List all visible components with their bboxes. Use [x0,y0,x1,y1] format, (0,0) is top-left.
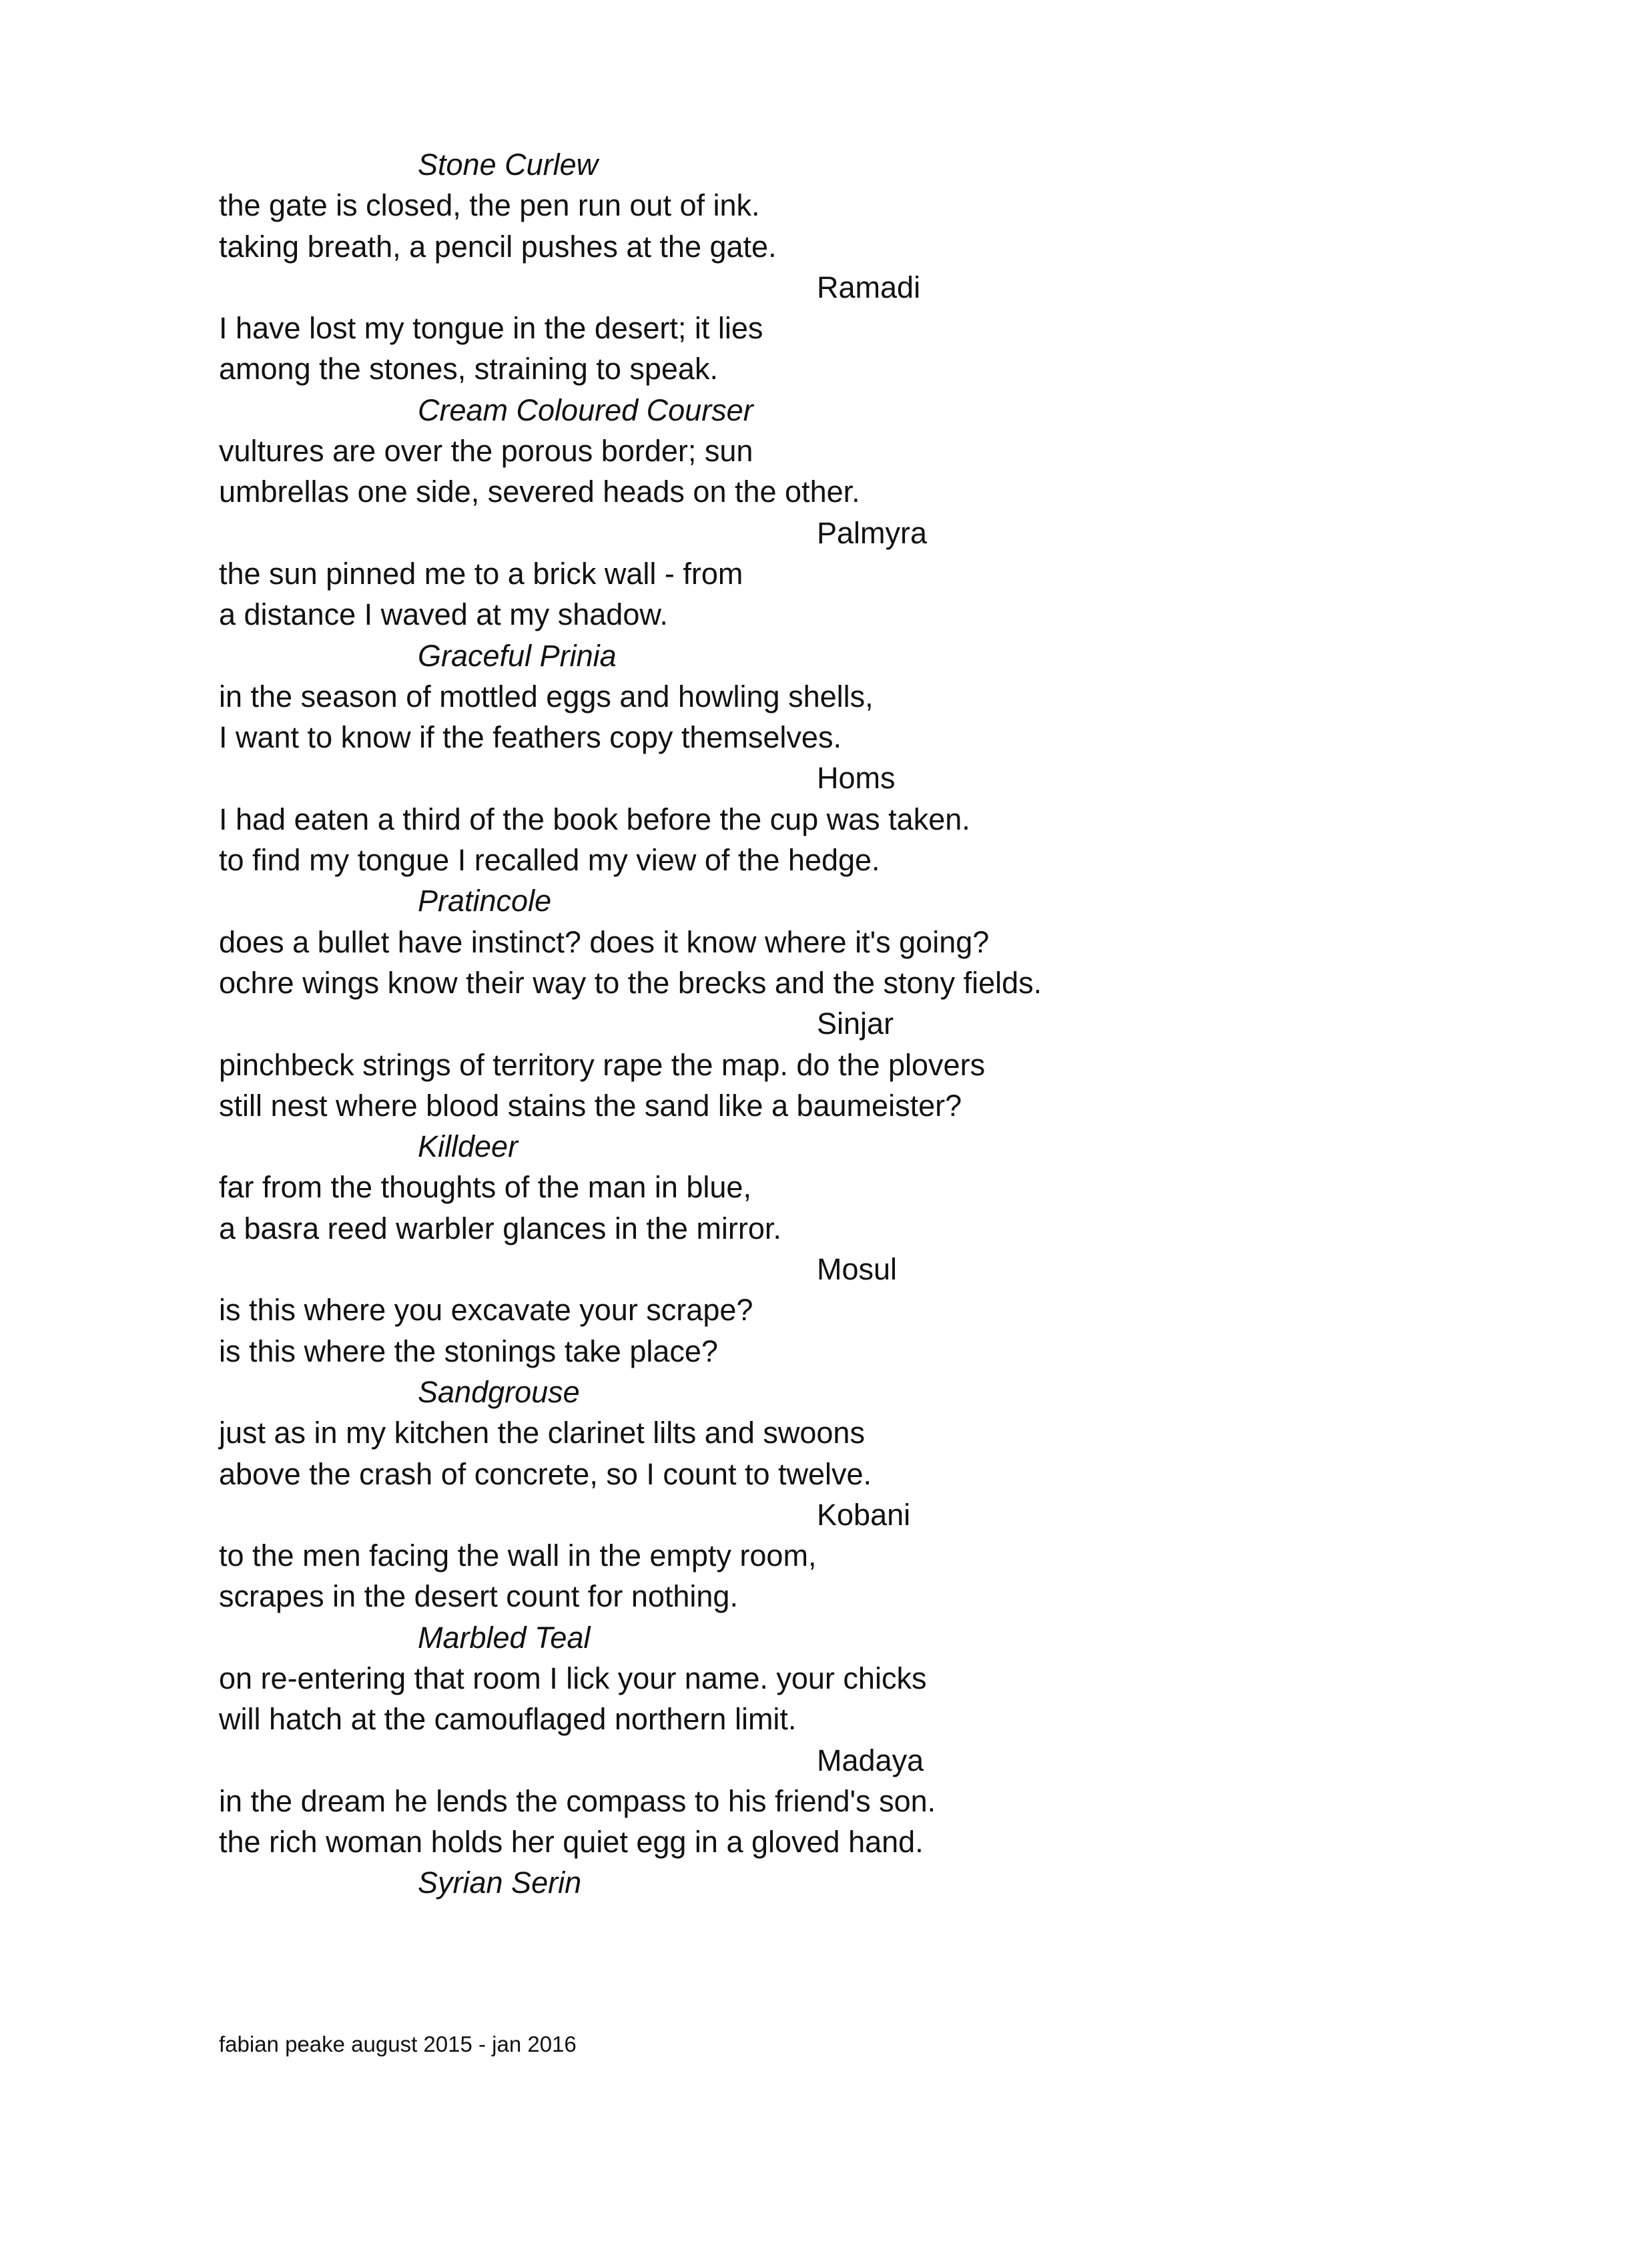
verse-line: a distance I waved at my shadow. [219,597,668,632]
verse-line: umbrellas one side, severed heads on the other. [219,475,860,509]
verse-line: taking breath, a pencil pushes at the gate. [219,229,777,264]
bird-name-heading: Pratincole [418,884,552,918]
place-name-heading: Ramadi [817,270,921,304]
bird-name-heading: Graceful Prinia [418,638,617,673]
bird-name-heading: Cream Coloured Courser [418,392,753,427]
bird-name-heading: Syrian Serin [418,1866,582,1900]
verse-line: does a bullet have instinct? does it know where it's going? [219,924,990,959]
verse-line: on re-entering that room I lick your name. your chicks [219,1661,927,1695]
verse-line: pinchbeck strings of territory rape the map. do the plovers [219,1047,986,1082]
verse-line: I have lost my tongue in the desert; it lies [219,311,763,346]
verse-line: the rich woman holds her quiet egg in a gloved hand. [219,1825,924,1860]
verse-line: is this where the stonings take place? [219,1334,718,1368]
verse-line: to find my tongue I recalled my view of the hedge. [219,843,880,878]
verse-line: I want to know if the feathers copy themselves. [219,720,842,755]
place-name-heading: Madaya [817,1743,924,1777]
verse-line: vultures are over the porous border; sun [219,434,753,469]
verse-line: to the men facing the wall in the empty room, [219,1538,817,1573]
verse-line: among the stones, straining to speak. [219,352,718,386]
verse-line: in the dream he lends the compass to his friend's son. [219,1783,936,1818]
verse-line: still nest where blood stains the sand like a baumeister? [219,1088,962,1123]
bird-name-heading: Stone Curlew [418,148,599,182]
verse-line: the sun pinned me to a brick wall - from [219,556,743,591]
verse-line: above the crash of concrete, so I count to twelve. [219,1456,872,1491]
verse-line: a basra reed warbler glances in the mirror. [219,1211,781,1245]
place-name-heading: Homs [817,761,896,796]
verse-line: just as in my kitchen the clarinet lilts and swoons [219,1416,865,1450]
place-name-heading: Kobani [817,1497,911,1532]
bird-name-heading: Marbled Teal [418,1620,591,1655]
place-name-heading: Sinjar [817,1007,894,1041]
bird-name-heading: Killdeer [418,1129,519,1164]
verse-line: ochre wings know their way to the brecks and the stony fields. [219,965,1042,1000]
poem-body [219,144,1487,1904]
place-name-heading: Mosul [817,1252,898,1287]
verse-line: is this where you excavate your scrape? [219,1293,753,1328]
author-credit: fabian peake august 2015 - jan 2016 [219,2032,577,2056]
verse-line: will hatch at the camouflaged northern limit. [219,1702,797,1737]
bird-name-heading: Sandgrouse [418,1374,580,1409]
verse-line: I had eaten a third of the book before the cup was taken. [219,802,970,836]
place-name-heading: Palmyra [817,515,928,550]
verse-line: in the season of mottled eggs and howling shells, [219,679,874,714]
verse-line: the gate is closed, the pen run out of ink. [219,188,760,223]
verse-line: scrapes in the desert count for nothing. [219,1579,738,1614]
verse-line: far from the thoughts of the man in blue, [219,1170,751,1205]
